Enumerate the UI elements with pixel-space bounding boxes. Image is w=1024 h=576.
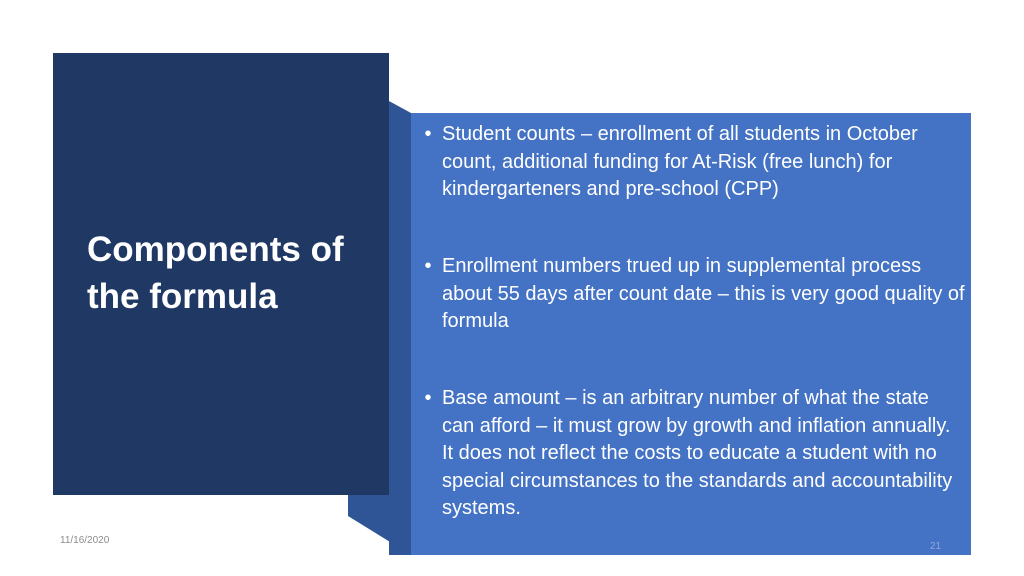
bullet-text: Student counts – enrollment of all students in October count, additional funding for At-Risk (free lunch) for kindergarteners and pre-school (CPP)	[442, 123, 918, 200]
bullet-dot-icon: •	[424, 123, 432, 145]
bullet-item	[421, 121, 966, 204]
footer-date: 11/16/2020	[60, 535, 110, 546]
page-number: 21	[930, 541, 942, 552]
slide-title: Components of the formula	[87, 230, 344, 316]
bullet-item	[421, 385, 966, 523]
bullet-dot-icon: •	[424, 387, 432, 409]
bullet-dot-icon: •	[424, 255, 432, 277]
bullet-item	[421, 253, 966, 336]
content-panel	[411, 113, 971, 555]
fold-side	[389, 101, 411, 555]
bullet-text: Enrollment numbers trued up in supplemental process about 55 days after count date – this is very good quality of formula	[442, 255, 965, 332]
bullet-text: Base amount – is an arbitrary number of what the state can afford – it must grow by growth and inflation annually. It does not reflect the costs to educate a student with no special circumstances to the standards and accountability systems.	[442, 387, 953, 519]
